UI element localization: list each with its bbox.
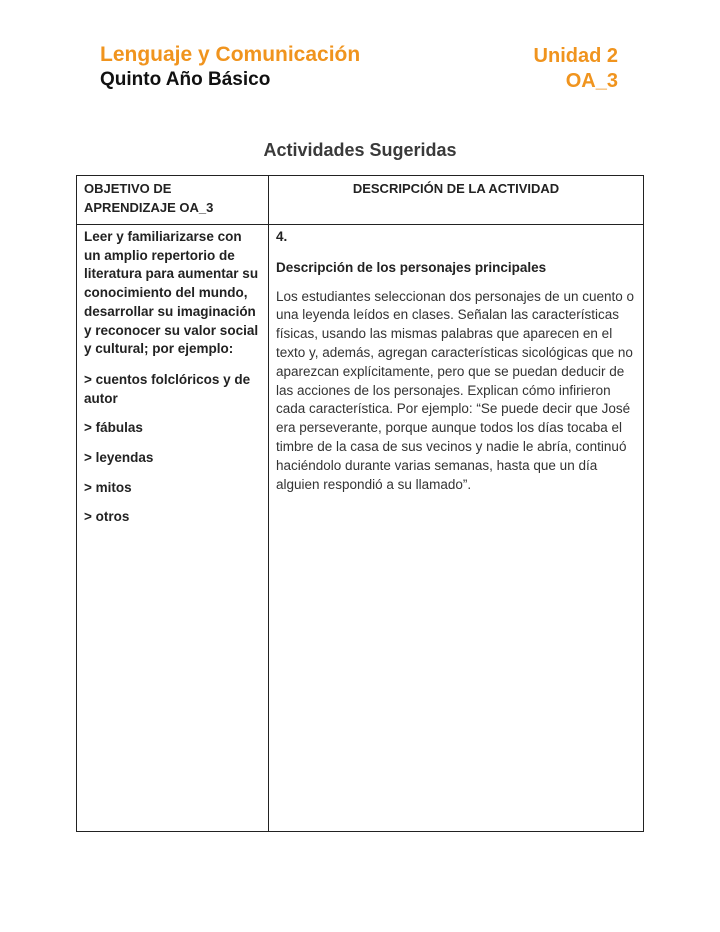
table-row [77, 225, 644, 832]
table-header-row [77, 176, 644, 225]
example-item: > fábulas [84, 420, 143, 436]
activity-table [76, 175, 644, 832]
example-item: > leyendas [84, 450, 154, 466]
unit-label: Unidad 2 [533, 45, 618, 67]
activity-title: Descripción de los personajes principales [276, 259, 547, 275]
objective-cell [77, 225, 269, 832]
example-item: > otros [84, 509, 130, 525]
objective-column-header: OBJETIVO DE APRENDIZAJE OA_3 [77, 176, 269, 225]
example-item: > mitos [84, 479, 132, 495]
subject-title: Lenguaje y Comunicación [100, 43, 361, 66]
section-title: Actividades Sugeridas [263, 140, 457, 160]
activity-text: Los estudiantes seleccionan dos personajes de un cuento o una leyenda leídos en clases. Señalan las características físicas, usando las mismas palabras que aparecen en el texto y, además, agregan características sicológicas que no aparezcan explícitamente, pero que se puedan deducir de las acciones de los personajes. Explican cómo infirieron cada característica. Por ejemplo: “Se puede decir que José era perseverante, porque aunque todos los días tocaba el timbre de la casa de sus vecinos y nadie le abría, continuó haciéndolo durante varias semanas, hasta que un día alguien respondió a su llamado”. [276, 288, 635, 492]
activity-number: 4. [276, 229, 288, 244]
objective-text: Leer y familiarizarse con un amplio repertorio de literatura para aumentar su conocimiento del mundo, desarrollar su imaginación y reconocer su valor social y cultural; por ejemplo: [84, 229, 259, 357]
page-header-right [534, 44, 618, 94]
example-item: > cuentos folclóricos y de autor [84, 371, 251, 406]
grade-level: Quinto Año Básico [100, 69, 271, 90]
page-header-left [100, 42, 360, 92]
description-column-header: DESCRIPCIÓN DE LA ACTIVIDAD [269, 176, 644, 225]
objective-code: OA_3 [565, 70, 618, 92]
description-cell [269, 225, 644, 832]
